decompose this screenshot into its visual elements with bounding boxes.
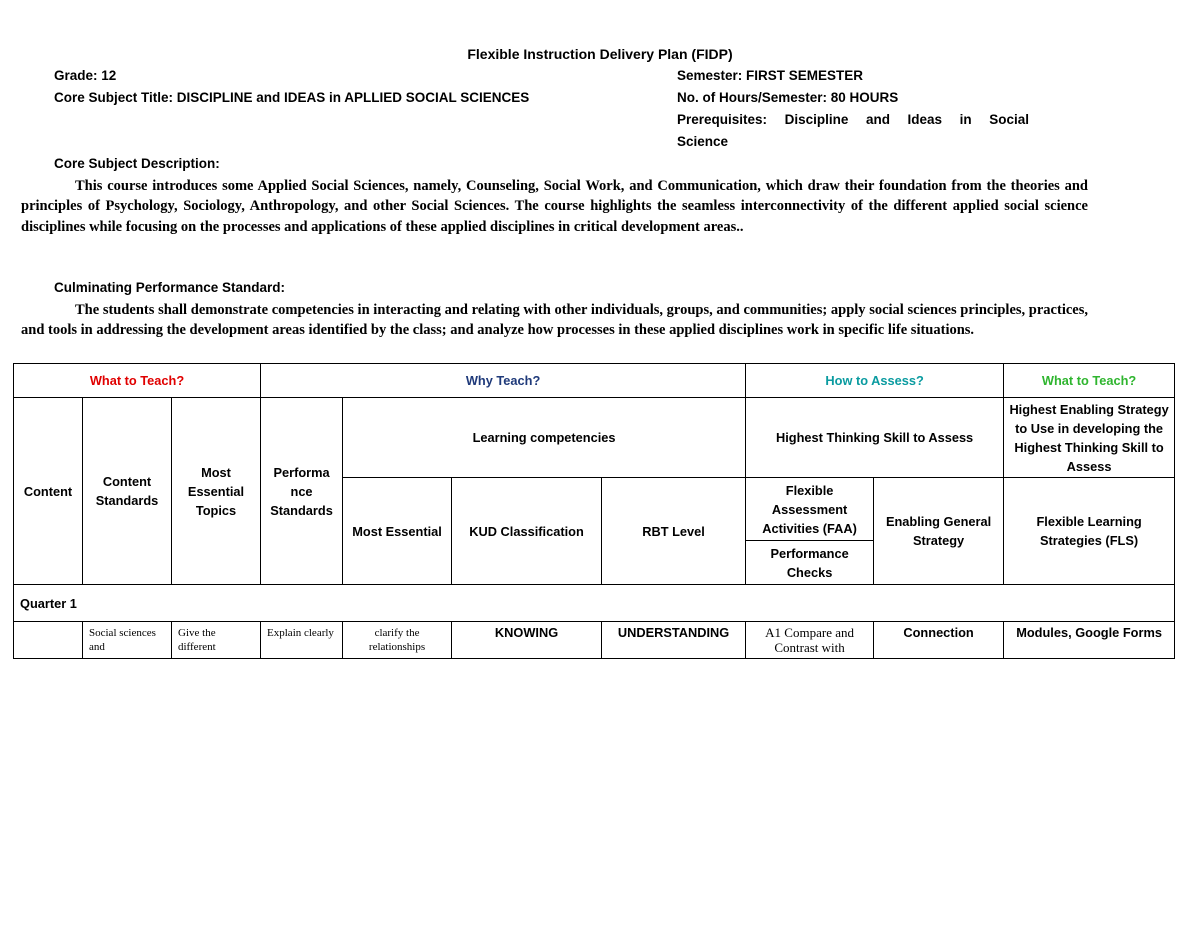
row-fls: Modules, Google Forms — [1004, 622, 1175, 659]
what-to-teach-header: What to Teach? — [14, 364, 261, 398]
most-essential-topics-header: Most Essential Topics — [172, 398, 261, 585]
row-strategy: Connection — [874, 622, 1004, 659]
faa-header: Flexible Assessment Activities (FAA) — [746, 478, 873, 541]
row-kud: KNOWING — [452, 622, 602, 659]
what-to-teach-header-2: What to Teach? — [1004, 364, 1175, 398]
highest-enabling-strategy-header: Highest Enabling Strategy to Use in developing the Highest Thinking Skill to Assess — [1004, 398, 1175, 478]
enabling-general-strategy-header: Enabling General Strategy — [874, 478, 1004, 585]
row-rbt: UNDERSTANDING — [602, 622, 746, 659]
rbt-level-header: RBT Level — [602, 478, 746, 585]
table-row — [14, 622, 1175, 659]
column-header-row-1 — [14, 398, 1175, 478]
performance-text: The students shall demonstrate competencies in interacting and relating with other individuals, groups, and communities; apply social sciences principles, practices, and tools in addressing the development areas identified by the class; and analyze how processes in these applied disciplines work in specific life situations. — [21, 302, 1088, 339]
content-standards-header: Content Standards — [83, 398, 172, 585]
quarter-label: Quarter 1 — [14, 585, 1175, 622]
row-most-essential-topics: Give the different — [172, 622, 261, 659]
fidp-table — [13, 363, 1175, 659]
performance-heading: Culminating Performance Standard: — [54, 280, 286, 295]
highest-thinking-skill-header: Highest Thinking Skill to Assess — [746, 398, 1004, 478]
fls-header: Flexible Learning Strategies (FLS) — [1004, 478, 1175, 585]
prerequisites-line1: Prerequisites: Discipline and Ideas in Social — [677, 112, 1029, 127]
most-essential-header: Most Essential — [343, 478, 452, 585]
document-title: Flexible Instruction Delivery Plan (FIDP) — [467, 46, 733, 62]
quarter-row — [14, 585, 1175, 622]
content-header: Content — [14, 398, 83, 585]
row-faa: A1 Compare and Contrast with — [746, 622, 874, 659]
faa-cell — [746, 478, 874, 585]
row-most-essential: clarify the relationships — [343, 622, 452, 659]
row-performance-standards: Explain clearly — [261, 622, 343, 659]
why-teach-header: Why Teach? — [261, 364, 746, 398]
prerequisites-line2: Science — [677, 134, 729, 149]
semester-label: Semester: FIRST SEMESTER — [677, 68, 864, 83]
performance-standards-header: Performa nce Standards — [261, 398, 343, 585]
core-subject-title: Core Subject Title: DISCIPLINE and IDEAS in APLLIED SOCIAL SCIENCES — [54, 90, 530, 105]
description-text: This course introduces some Applied Social Sciences, namely, Counseling, Social Work, and Communication, which draw their foundation from the theories and principles of Psychology, Sociology, Anthropology, and other Social Sciences. The course highlights the seamless interconnectivity of the different applied social science disciplines while focusing on the processes and applications of these applied disciplines in critical development areas.. — [21, 178, 1088, 235]
how-to-assess-header: How to Assess? — [746, 364, 1004, 398]
kud-classification-header: KUD Classification — [452, 478, 602, 585]
hours-label: No. of Hours/Semester: 80 HOURS — [677, 90, 899, 105]
description-block — [21, 176, 1088, 237]
section-header-row — [14, 364, 1175, 398]
row-content — [14, 622, 83, 659]
performance-block — [21, 300, 1088, 341]
description-heading: Core Subject Description: — [54, 156, 220, 171]
row-content-standards: Social sciences and — [83, 622, 172, 659]
grade-label: Grade: 12 — [54, 68, 117, 83]
performance-checks-header: Performance Checks — [770, 545, 849, 580]
learning-competencies-header: Learning competencies — [343, 398, 746, 478]
